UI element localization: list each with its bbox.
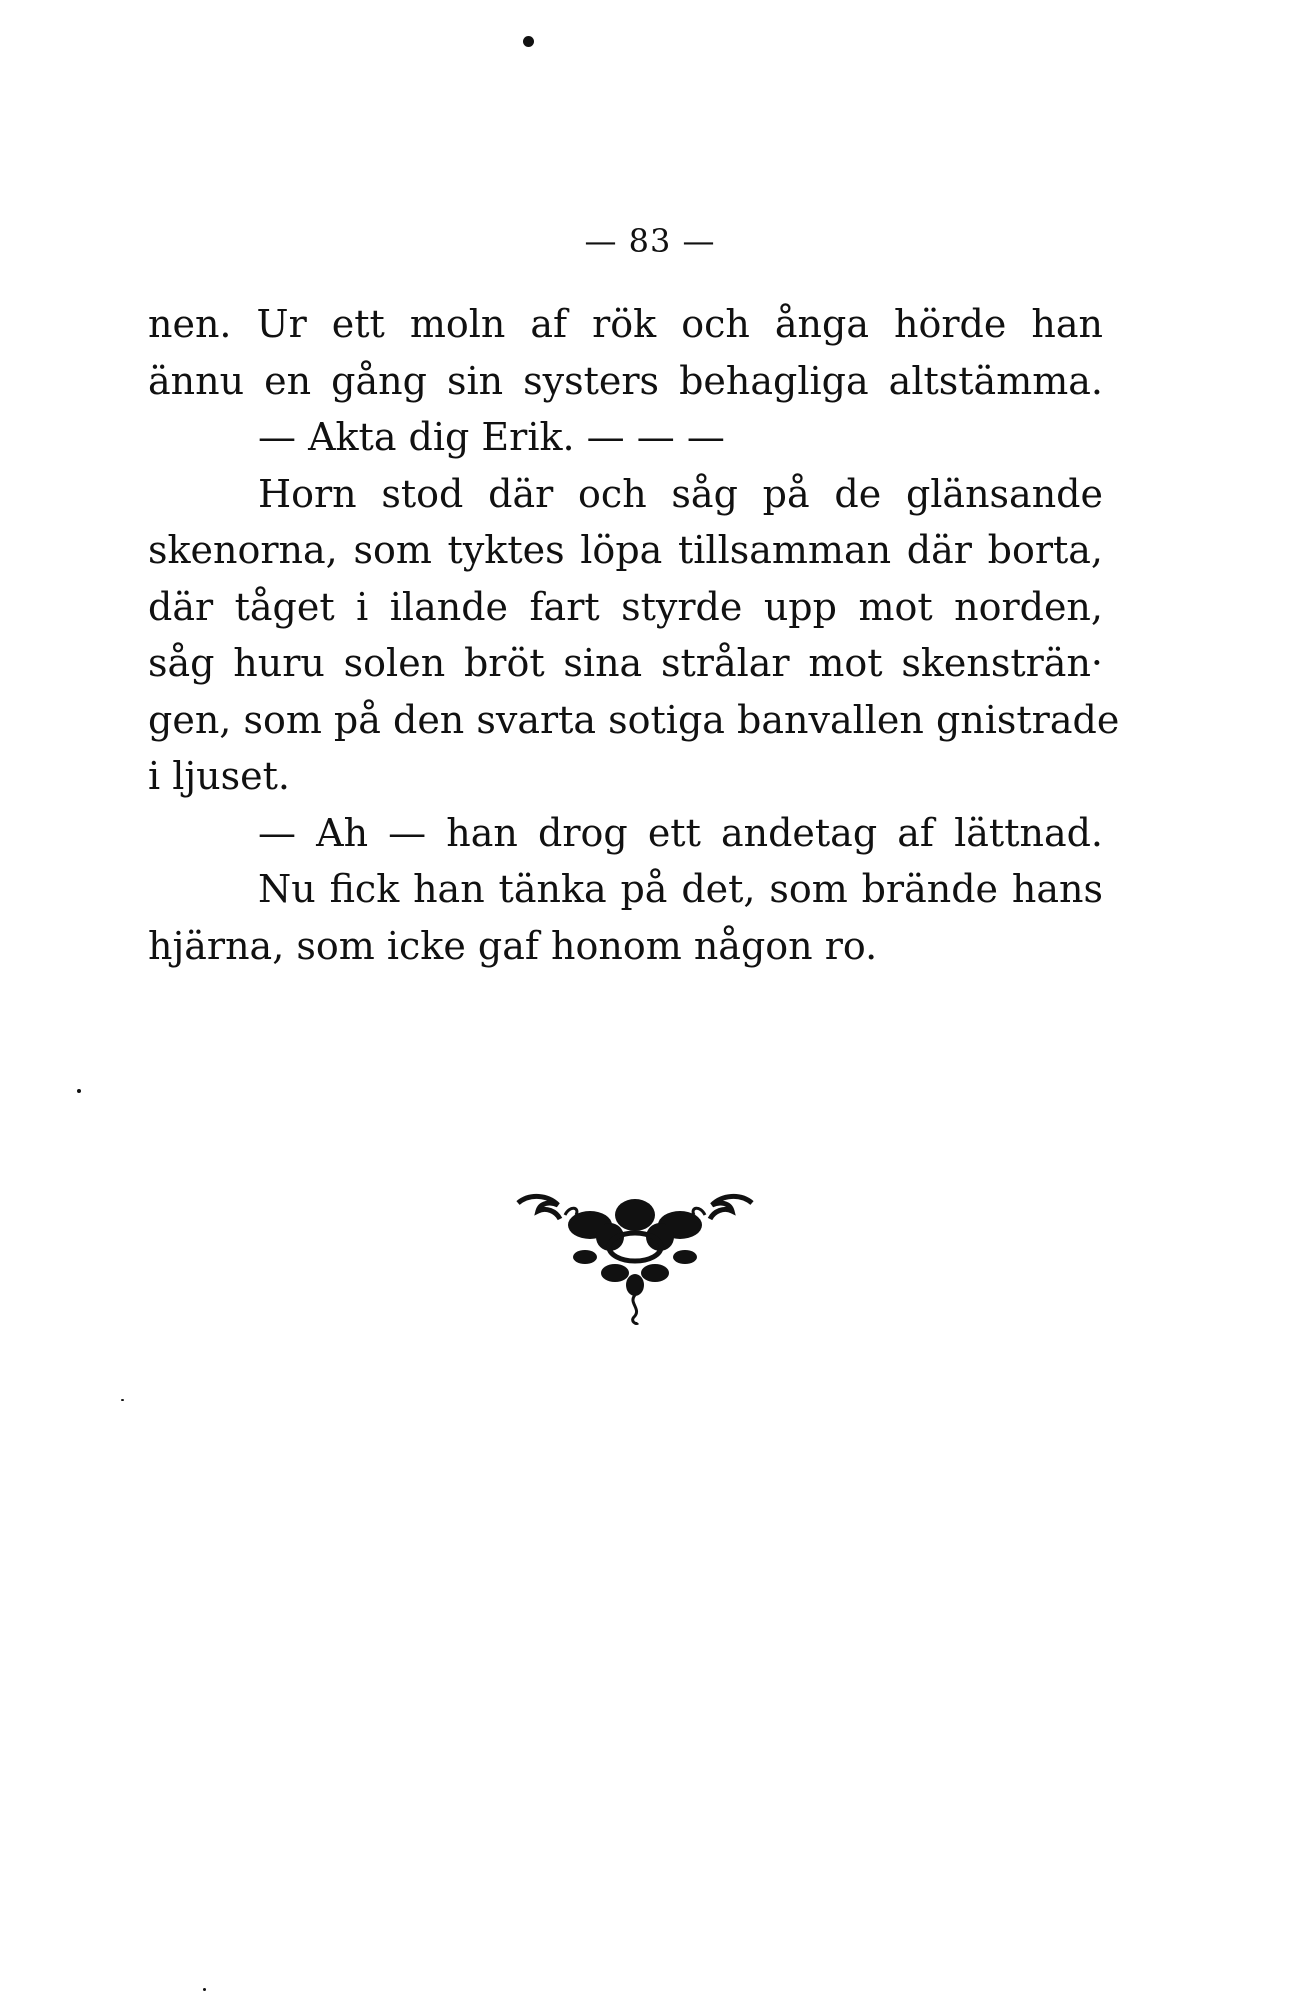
ink-speck bbox=[77, 1089, 81, 1093]
text-line: Nu fick han tänka på det, som brände hans bbox=[258, 867, 1103, 911]
ink-speck bbox=[121, 1399, 124, 1401]
text-line: — Akta dig Erik. — — — bbox=[258, 415, 725, 459]
text-line: ännu en gång sin systers behagliga altstämma. bbox=[148, 358, 1103, 403]
text-line: hjärna, som icke gaf honom någon ro. bbox=[148, 923, 878, 968]
text-line: — Ah — han drog ett andetag af lättnad. bbox=[258, 810, 1103, 855]
text-line: skenorna, som tyktes löpa tillsamman där borta, bbox=[148, 528, 1103, 572]
floral-tailpiece-icon bbox=[510, 1185, 760, 1325]
page-number: — 83 — bbox=[584, 222, 716, 260]
text-line: gen, som på den svarta sotiga banvallen gnistrade bbox=[148, 697, 1120, 742]
ink-speck bbox=[523, 36, 534, 47]
text-line: i ljuset. bbox=[148, 754, 290, 798]
ink-speck bbox=[203, 1988, 206, 1991]
text-line: där tåget i ilande fart styrde upp mot norden, bbox=[148, 584, 1103, 629]
text-line: nen. Ur ett moln af rök och ånga hörde han bbox=[148, 302, 1103, 346]
text-line: Horn stod där och såg på de glänsande bbox=[258, 471, 1103, 516]
text-line: såg huru solen bröt sina strålar mot skensträn· bbox=[148, 641, 1103, 685]
body-text bbox=[148, 296, 1120, 974]
